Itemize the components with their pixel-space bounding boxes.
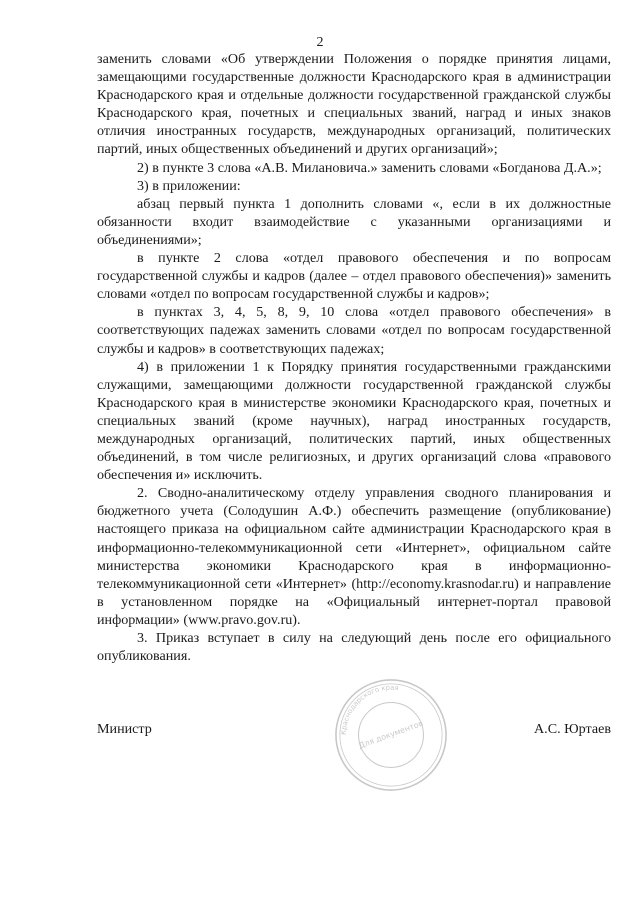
document-body — [97, 50, 611, 665]
paragraph-subitem-2: в пункте 2 слова «отдел правового обеспечения и по вопросам государственной службы и кадров (далее – отдел правового обеспечения)» заменить словами «отдел по вопросам государственной службы и кадров»; — [97, 250, 611, 303]
page-number: 2 — [316, 35, 324, 50]
paragraph-item-4: 4) в приложении 1 к Порядку принятия государственными гражданскими служащими, замещающими должности государственной гражданской службы Краснодарского края в министерстве экономики Краснодарского края, почетных и специальных званий (кроме научных), наград иностранных государств, международных организаций, политических партий, иных общественных объединений, в том числе религиозных, и других организаций слова «правового обеспечения и» исключить. — [97, 358, 611, 484]
paragraph-section-3: 3. Приказ вступает в силу на следующий день после его официального опубликования. — [97, 630, 611, 665]
official-stamp-seal — [332, 676, 450, 794]
paragraph-section-2: 2. Сводно-аналитическому отделу управления сводного планирования и бюджетного учета (Солодушин А.Ф.) обеспечить размещение (опубликование) настоящего приказа на официальном сайте администрации Краснодарского края в информационно-телекоммуникационной сети «Интернет», официальном сайте министерства экономики Краснодарского края в информационно-телекоммуникационной сети «Интернет» (http://economy.krasnodar.ru) и направление в установленном порядке на «Официальный интернет-портал правовой информации» (www.pravo.gov.ru). — [97, 485, 611, 628]
paragraph-item-2: 2) в пункте 3 слова «А.В. Милановича.» заменить словами «Богданова Д.А.»; — [137, 159, 602, 176]
signature-title: Министр — [97, 721, 152, 737]
stamp-ring-text: Краснодарского края — [339, 683, 400, 736]
paragraph-subitem-1: абзац первый пункта 1 дополнить словами «, если в их должностные обязанности входит взаимодействие с указанными организациями и объединениями»; — [97, 195, 611, 248]
paragraph-subitem-3: в пунктах 3, 4, 5, 8, 9, 10 слова «отдел правового обеспечения» в соответствующих падежах заменить словами «отдел по вопросам государственной службы и кадров» в соответствующих падежах; — [97, 304, 611, 357]
stamp-center-text: Для документов — [357, 718, 425, 751]
signature-name: А.С. Юртаев — [534, 721, 611, 737]
paragraph-continuation: заменить словами «Об утверждении Положения о порядке принятия лицами, замещающими государственные должности Краснодарского края в администрации Краснодарского края и отдельные должности государственной гражданской службы Краснодарского края, почетных и специальных званий, наград и иных знаков отличия иностранных государств, международных организаций, политических партий, иных общественных объединений и других организаций»; — [97, 51, 611, 158]
paragraph-item-3: 3) в приложении: — [137, 177, 241, 194]
